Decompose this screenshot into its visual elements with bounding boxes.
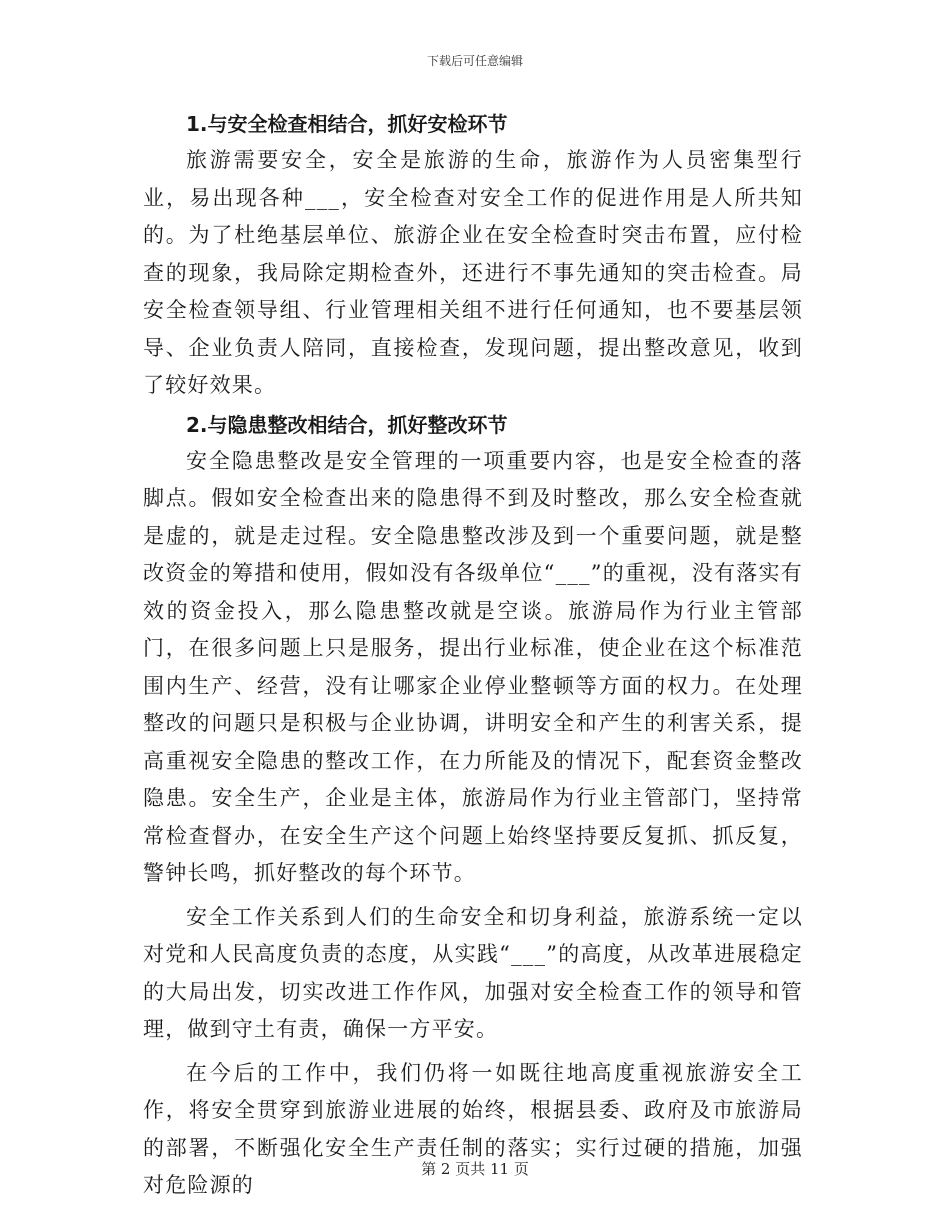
paragraph: 在今后的工作中，我们仍将一如既往地高度重视旅游安全工作，将安全贯穿到旅游业进展的始终，根据县委、政府及市旅游局的部署，不断强化安全生产责任制的落实；实行过硬的措施，加强对危险源的 (143, 1060, 803, 1197)
paragraph: 旅游需要安全，安全是旅游的生命，旅游作为人员密集型行业，易出现各种___，安全检查对安全工作的促进作用是人所共知的。为了杜绝基层单位、旅游企业在安全检查时突击布置，应付检查的现象，我局除定期检查外，还进行不事先通知的突击检查。局安全检查领导组、行业管理相关组不进行任何通知，也不要基层领导、企业负责人陪同，直接检查，发现问题，提出整改意见，收到了较好效果。 (143, 148, 803, 397)
page-header: 下载后可任意编辑 (426, 54, 523, 68)
section-heading-2: 2.与隐患整改相结合，抓好整改环节 (186, 412, 508, 437)
document-body (143, 108, 803, 1209)
page-footer: 第 2 页共 11 页 (421, 1160, 529, 1178)
paragraph: 安全工作关系到人们的生命安全和切身利益，旅游系统一定以对党和人民高度负责的态度，从实践“___”的高度，从改革进展稳定的大局出发，切实改进工作作风，加强对安全检查工作的领导和管理，做到守土有责，确保一方平安。 (143, 904, 803, 1041)
section-heading-1: 1.与安全检查相结合，抓好安检环节 (186, 112, 508, 136)
paragraph: 安全隐患整改是安全管理的一项重要内容，也是安全检查的落脚点。假如安全检查出来的隐患得不到及时整改，那么安全检查就是虚的，就是走过程。安全隐患整改涉及到一个重要问题，就是整改资金的筹措和使用，假如没有各级单位“___”的重视，没有落实有效的资金投入，那么隐患整改就是空谈。旅游局作为行业主管部门，在很多问题上只是服务，提出行业标准，使企业在这个标准范围内生产、经营，没有让哪家企业停业整顿等方面的权力。在处理整改的问题只是积极与企业协调，讲明安全和产生的利害关系，提高重视安全隐患的整改工作，在力所能及的情况下，配套资金整改隐患。安全生产，企业是主体，旅游局作为行业主管部门，坚持常常检查督办，在安全生产这个问题上始终坚持要反复抓、抓反复，警钟长鸣，抓好整改的每个环节。 (143, 448, 803, 885)
